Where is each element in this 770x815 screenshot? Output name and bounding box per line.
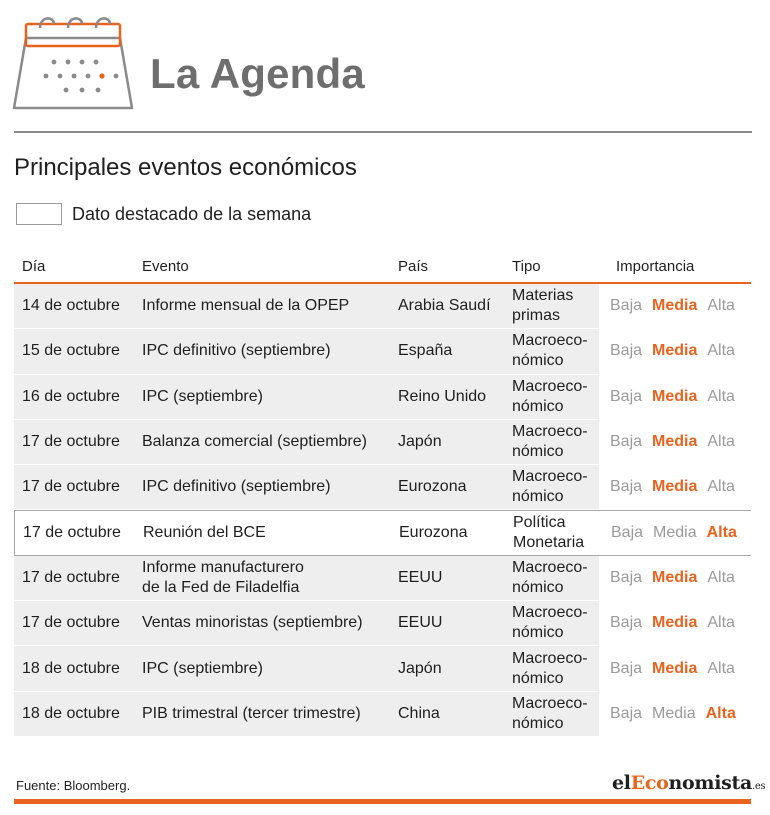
cell-country: Japón bbox=[398, 659, 442, 677]
legend bbox=[16, 202, 311, 226]
table-row bbox=[14, 465, 751, 510]
cell-event: PIB trimestral (tercer trimestre) bbox=[142, 704, 361, 722]
cell-day: 17 de octubre bbox=[22, 478, 120, 496]
importance-baja: Baja bbox=[611, 524, 644, 542]
column-gap bbox=[599, 329, 610, 373]
cell-event: IPC (septiembre) bbox=[142, 659, 263, 677]
cell-event: IPC definitivo (septiembre) bbox=[142, 478, 331, 496]
importance-alta: Alta bbox=[705, 704, 736, 722]
cell-importance bbox=[610, 556, 751, 600]
cell-day: 18 de octubre bbox=[22, 659, 120, 677]
table-row bbox=[14, 601, 751, 646]
cell-day: 17 de octubre bbox=[23, 524, 121, 542]
cell-day: 17 de octubre bbox=[22, 568, 120, 586]
importance-media: Media bbox=[653, 524, 697, 542]
importance-baja: Baja bbox=[610, 433, 643, 451]
cell-importance bbox=[610, 329, 751, 373]
cell-importance bbox=[611, 511, 752, 554]
cell-country: Japón bbox=[398, 433, 442, 451]
importance-media: Media bbox=[652, 478, 698, 496]
cell-country: Eurozona bbox=[399, 524, 468, 542]
importance-baja: Baja bbox=[610, 297, 643, 315]
cell-event: Balanza comercial (septiembre) bbox=[142, 433, 367, 451]
importance-media: Media bbox=[652, 659, 698, 677]
column-gap bbox=[599, 375, 610, 419]
importance-alta: Alta bbox=[707, 614, 735, 632]
importance-alta: Alta bbox=[707, 659, 735, 677]
importance-baja: Baja bbox=[610, 614, 643, 632]
importance-baja: Baja bbox=[610, 387, 643, 405]
table-row bbox=[14, 420, 751, 465]
cell-event: Reunión del BCE bbox=[143, 524, 266, 542]
cell-day: 16 de octubre bbox=[22, 387, 120, 405]
column-gap bbox=[599, 646, 610, 690]
source-note: Fuente: Bloomberg. bbox=[16, 778, 131, 793]
cell-country: España bbox=[398, 342, 453, 360]
importance-alta: Alta bbox=[707, 387, 735, 405]
cell-country: EEUU bbox=[398, 568, 443, 586]
importance-alta: Alta bbox=[707, 297, 735, 315]
cell-event: Ventas minoristas (septiembre) bbox=[142, 614, 363, 632]
cell-type: Macroeco- nómico bbox=[512, 558, 588, 596]
importance-baja: Baja bbox=[610, 659, 643, 677]
table-row bbox=[14, 692, 751, 737]
cell-type: Macroeco- nómico bbox=[512, 649, 588, 687]
header bbox=[0, 0, 770, 134]
table-header bbox=[14, 250, 751, 284]
importance-media: Media bbox=[652, 433, 698, 451]
importance-media: Media bbox=[652, 704, 696, 722]
cell-type: Macroeco- nómico bbox=[512, 423, 588, 461]
importance-media: Media bbox=[652, 342, 698, 360]
cell-importance bbox=[610, 692, 751, 736]
column-gap bbox=[599, 465, 610, 509]
cell-event: IPC definitivo (septiembre) bbox=[142, 342, 331, 360]
column-gap bbox=[599, 601, 610, 645]
cell-country: Eurozona bbox=[398, 478, 467, 496]
table-body bbox=[14, 284, 751, 737]
column-header-country: País bbox=[398, 258, 429, 275]
events-table bbox=[14, 250, 751, 737]
importance-media: Media bbox=[652, 568, 698, 586]
legend-label: Dato destacado de la semana bbox=[72, 203, 312, 224]
legend-swatch bbox=[16, 203, 62, 225]
cell-type: Política Monetaria bbox=[513, 514, 585, 552]
importance-alta: Alta bbox=[707, 433, 735, 451]
footer-accent-bar bbox=[14, 799, 751, 804]
importance-baja: Baja bbox=[610, 704, 643, 722]
cell-event: Informe manufacturero de la Fed de Filadelfia bbox=[142, 558, 304, 596]
cell-type: Materias primas bbox=[512, 287, 574, 325]
column-header-day: Día bbox=[22, 258, 46, 275]
table-row bbox=[14, 646, 751, 691]
table-row bbox=[14, 329, 751, 374]
cell-type: Macroeco- nómico bbox=[512, 332, 588, 370]
cell-day: 17 de octubre bbox=[22, 614, 120, 632]
table-row bbox=[14, 284, 751, 329]
cell-event: IPC (septiembre) bbox=[142, 387, 263, 405]
importance-baja: Baja bbox=[610, 568, 643, 586]
table-row bbox=[14, 556, 751, 601]
importance-media: Media bbox=[652, 614, 698, 632]
cell-importance bbox=[610, 601, 751, 645]
table-row bbox=[14, 375, 751, 420]
cell-importance bbox=[610, 465, 751, 509]
column-gap bbox=[599, 692, 610, 736]
importance-alta: Alta bbox=[706, 524, 737, 542]
importance-media: Media bbox=[652, 297, 698, 315]
cell-day: 18 de octubre bbox=[22, 704, 120, 722]
cell-type: Macroeco- nómico bbox=[512, 377, 588, 415]
cell-country: EEUU bbox=[398, 614, 443, 632]
column-gap bbox=[599, 284, 610, 328]
cell-importance bbox=[610, 646, 751, 690]
column-header-type: Tipo bbox=[512, 258, 541, 275]
cell-day: 15 de octubre bbox=[22, 342, 120, 360]
importance-media: Media bbox=[652, 387, 698, 405]
cell-importance bbox=[610, 420, 751, 464]
cell-type: Macroeco- nómico bbox=[512, 694, 588, 732]
cell-event: Informe mensual de la OPEP bbox=[142, 297, 350, 315]
column-header-event: Evento bbox=[142, 258, 189, 275]
cell-country: Reino Unido bbox=[398, 387, 487, 405]
page-title: La Agenda bbox=[150, 50, 365, 97]
cell-country: Arabia Saudí bbox=[398, 297, 491, 315]
calendar-icon bbox=[12, 14, 136, 112]
importance-baja: Baja bbox=[610, 342, 643, 360]
section-subtitle: Principales eventos económicos bbox=[14, 154, 357, 181]
importance-baja: Baja bbox=[610, 478, 643, 496]
cell-country: China bbox=[398, 704, 440, 722]
cell-day: 14 de octubre bbox=[22, 297, 120, 315]
cell-importance bbox=[610, 284, 751, 328]
cell-day: 17 de octubre bbox=[22, 433, 120, 451]
importance-alta: Alta bbox=[707, 568, 735, 586]
column-gap bbox=[599, 556, 610, 600]
cell-importance bbox=[610, 375, 751, 419]
publisher-logo: elEconomista.es bbox=[612, 772, 766, 794]
table-row-highlighted bbox=[14, 510, 751, 555]
importance-alta: Alta bbox=[707, 342, 735, 360]
cell-type: Macroeco- nómico bbox=[512, 604, 588, 642]
column-header-importance: Importancia bbox=[616, 258, 695, 275]
importance-alta: Alta bbox=[707, 478, 735, 496]
header-divider bbox=[14, 131, 752, 133]
cell-type: Macroeco- nómico bbox=[512, 468, 588, 506]
column-gap bbox=[599, 420, 610, 464]
column-gap bbox=[600, 511, 611, 554]
